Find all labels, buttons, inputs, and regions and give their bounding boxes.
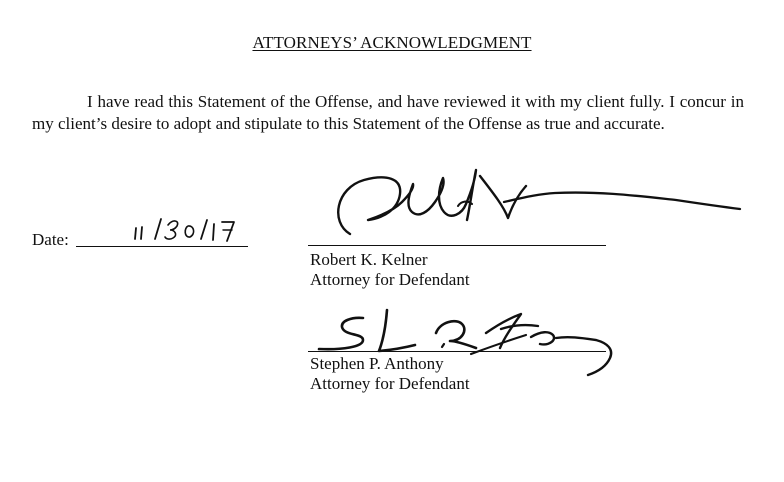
attorney-role-stephen-anthony: Attorney for Defendant: [310, 374, 470, 393]
handwritten-date: [130, 212, 250, 246]
signature-robert-kelner: [330, 160, 750, 250]
signature-line-robert-kelner: [308, 245, 606, 246]
page-title: ATTORNEYS’ ACKNOWLEDGMENT: [252, 33, 532, 52]
date-underline: [76, 246, 248, 247]
date-field: [32, 226, 252, 256]
date-label: Date:: [32, 230, 69, 249]
attorney-name-stephen-anthony: Stephen P. Anthony: [310, 354, 444, 373]
signature-line-stephen-anthony: [308, 351, 606, 352]
attorney-name-robert-kelner: Robert K. Kelner: [310, 250, 428, 269]
acknowledgment-paragraph: I have read this Statement of the Offense, and have reviewed it with my client fully. I concur in my client’s desire to adopt and stipulate to this Statement of the Offense as true and accurate.: [32, 92, 744, 133]
attorney-role-robert-kelner: Attorney for Defendant: [310, 270, 470, 289]
